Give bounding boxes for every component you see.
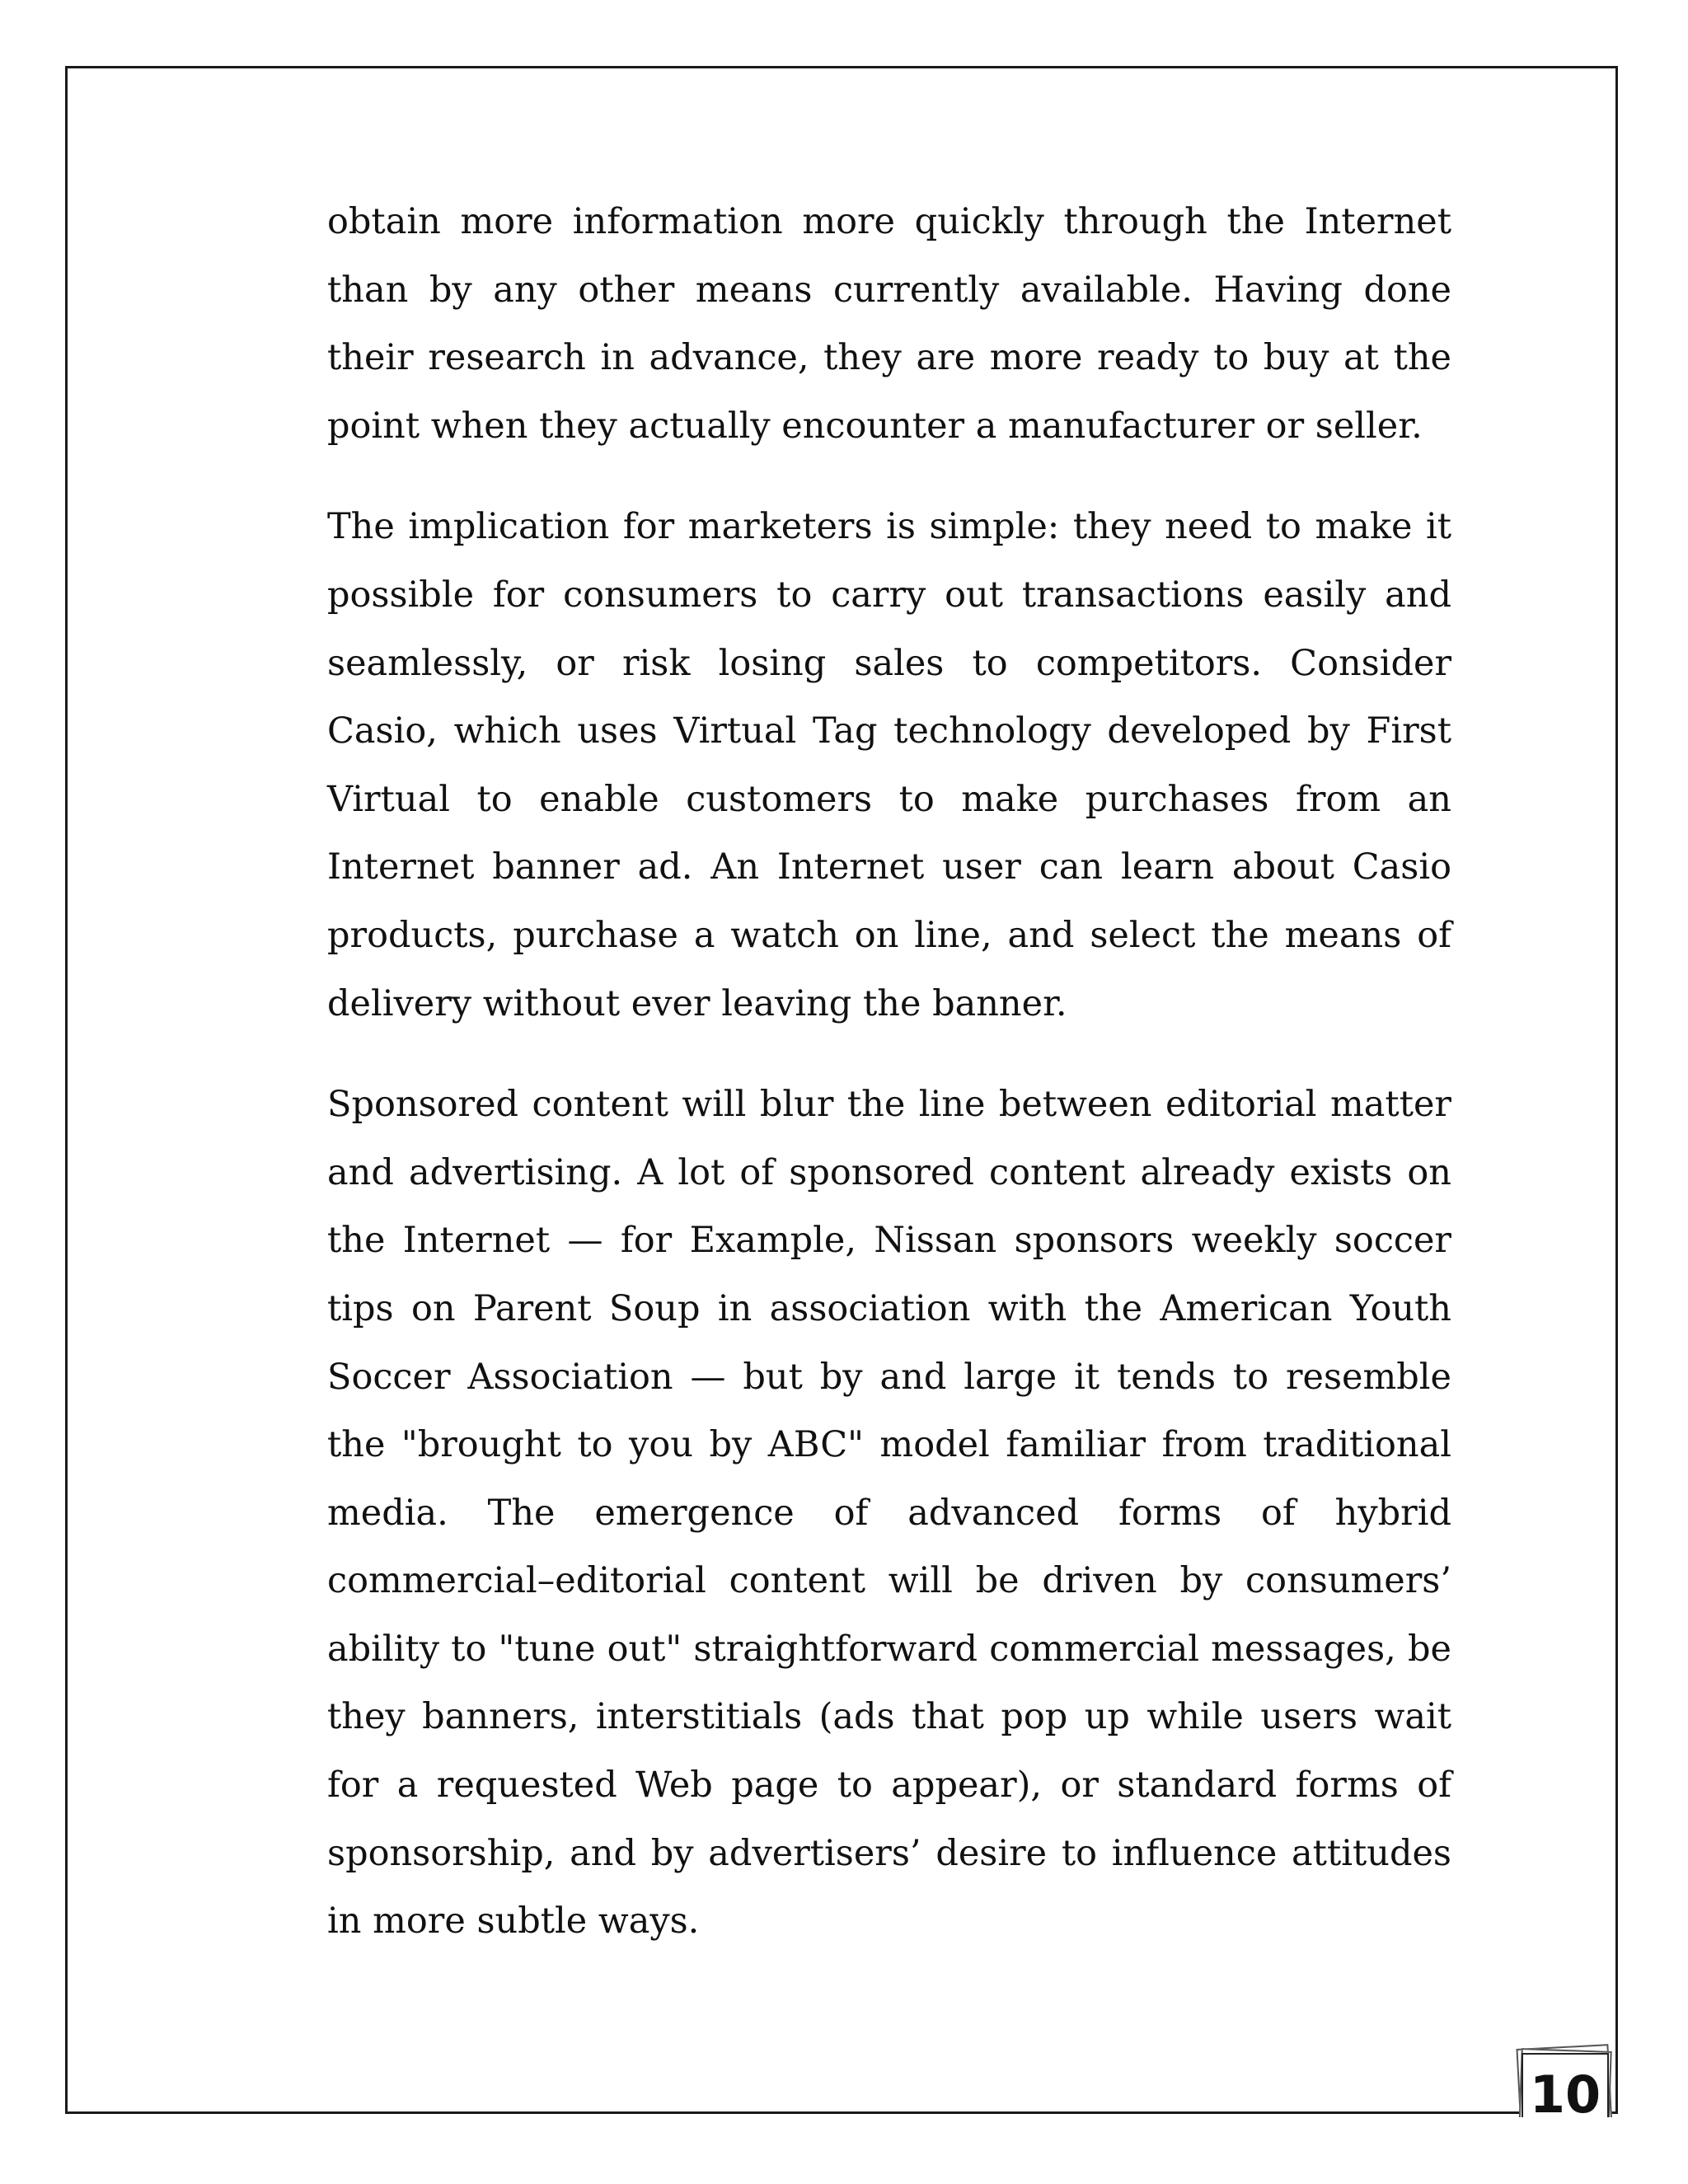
page-number: 10 (1529, 2064, 1601, 2117)
paragraph-1: obtain more information more quickly through the Internet than by any other means currently available. Having done their research in advance, they are more ready to buy at the point when they actually encounter a manufacturer or seller. (327, 201, 1451, 447)
page-number-badge (1515, 2041, 1615, 2117)
document-body (327, 188, 1451, 1989)
paragraph-2: The implication for marketers is simple: they need to make it possible for consumers to carry out transactions easily and seamlessly, or risk losing sales to competitors. Consider Casio, which uses Virtual Tag technology developed by First Virtual to enable customers to make purchases from an Internet banner ad. An Internet user can learn about Casio products, purchase a watch on line, and select the means of delivery without ever leaving the banner. (327, 506, 1451, 1024)
paragraph-3: Sponsored content will blur the line between editorial matter and advertising. A lot of sponsored content already exists on the Internet — for Example, Nissan sponsors weekly soccer tips on Parent Soup in association with the American Youth Soccer Association — but by and large it tends to resemble the "brought to you by ABC" model familiar from traditional media. The emergence of advanced forms of hybrid commercial–editorial content will be driven by consumers’ ability to "tune out" straightforward commercial messages, be they banners, interstitials (ads that pop up while users wait for a requested Web page to appear), or standard forms of sponsorship, and by advertisers’ desire to influence attitudes in more subtle ways. (327, 1084, 1451, 1943)
